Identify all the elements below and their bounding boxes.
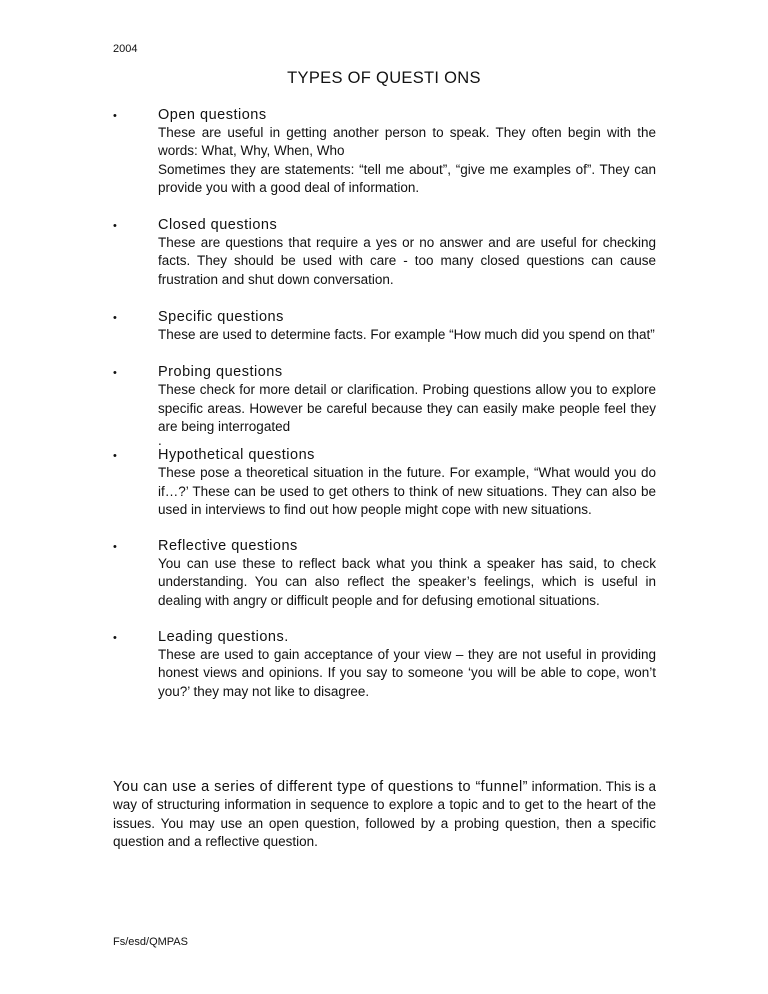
bullet: • xyxy=(113,220,117,233)
list-item-reflective-questions xyxy=(113,537,656,610)
bullet: • xyxy=(113,632,117,645)
item-heading: Leading questions. xyxy=(158,629,289,646)
bullet: • xyxy=(113,367,117,380)
bullet: • xyxy=(113,312,117,325)
item-body xyxy=(158,555,656,610)
list-item-open-questions xyxy=(113,106,656,197)
item-paragraph: You can use these to reflect back what you think a speaker has said, to check understanding. You can also reflect the speaker’s feelings, which is useful in dealing with angry or difficult people and for defusing emotional situations. xyxy=(158,556,656,608)
item-body xyxy=(158,326,656,344)
item-heading: Probing questions xyxy=(158,364,283,381)
summary-rest: information. This is a way of structuring information in sequence to explore a topic and to get to the heart of the issues. You may use an open question, followed by a probing question, then a specific question and a reflective question. xyxy=(113,779,656,849)
page-title: TYPES OF QUESTI ONS xyxy=(287,69,481,87)
item-paragraph: These are used to determine facts. For example “How much did you spend on that” xyxy=(158,327,655,343)
summary-lead: You can use a series of different type of questions to “funnel” xyxy=(113,779,528,795)
question-types-list xyxy=(113,106,656,701)
item-paragraph: These are useful in getting another person to speak. They often begin with the words: What, Why, When, Who xyxy=(158,125,656,159)
list-item-specific-questions xyxy=(113,308,656,344)
item-body xyxy=(158,124,656,197)
item-heading: Hypothetical questions xyxy=(158,447,315,464)
item-paragraph: These are questions that require a yes or no answer and are useful for checking facts. They should be used with care - too many closed questions can cause frustration and shut down conversation. xyxy=(158,235,656,287)
item-heading: Reflective questions xyxy=(158,538,298,555)
bullet: • xyxy=(113,110,117,122)
item-heading: Closed questions xyxy=(158,217,278,234)
list-item-hypothetical-questions xyxy=(113,446,656,519)
footer-code: Fs/esd/QMPAS xyxy=(113,936,188,948)
item-body xyxy=(158,381,656,449)
list-item-closed-questions xyxy=(113,216,656,289)
list-item-probing-questions xyxy=(113,363,656,449)
item-body xyxy=(158,234,656,289)
bullet: • xyxy=(113,541,117,554)
item-body xyxy=(158,646,656,701)
item-paragraph: These are used to gain acceptance of your view – they are not useful in providing honest views and opinions. If you say to someone ‘you will be able to cope, won’t you?’ they may not like to disagree. xyxy=(158,647,656,699)
stray-period: . xyxy=(158,433,162,449)
item-body xyxy=(158,464,656,519)
summary-paragraph xyxy=(113,778,656,851)
item-paragraph: These check for more detail or clarification. Probing questions allow you to explore specific areas. However be careful because they can easily make people feel they are being interrogated xyxy=(158,382,656,434)
list-item-leading-questions xyxy=(113,628,656,701)
item-paragraph: These pose a theoretical situation in the future. For example, “What would you do if…?’ These can be used to get others to think of new situations. They can also be used in interviews to find out how people might cope with new situations. xyxy=(158,465,656,517)
item-paragraph: Sometimes they are statements: “tell me about”, “give me examples of”. They can provide you with a good deal of information. xyxy=(158,161,656,195)
header-year: 2004 xyxy=(113,43,138,55)
bullet: • xyxy=(113,450,117,463)
item-heading: Open questions xyxy=(158,107,267,123)
item-heading: Specific questions xyxy=(158,309,284,326)
